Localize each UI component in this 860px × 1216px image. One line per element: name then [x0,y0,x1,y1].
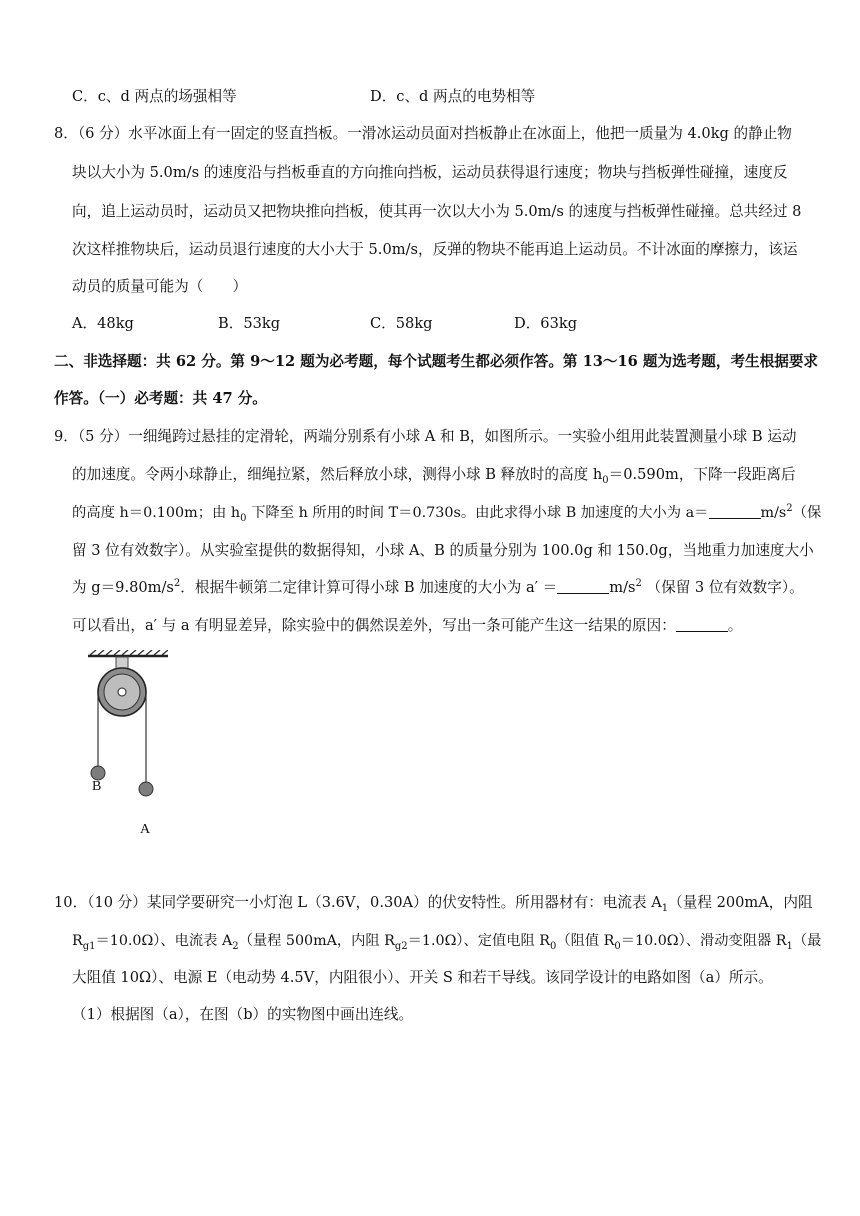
ceiling-hatch [90,650,168,655]
q7-option-d: D．c、d 两点的电势相等 [370,88,536,105]
q9-line-2: 的加速度。令两小球静止，细绳拉紧，然后释放小球，测得小球 B 释放时的高度 $h_0=0.590m$，下降一段距离后 [72,466,796,486]
ball-a [139,782,153,796]
pulley-diagram [88,650,168,840]
q8-option-c: C．58kg [370,315,433,332]
q8-option-b: B．53kg [218,315,281,332]
pulley-figure [88,650,168,840]
q8-line-1: 8．（6 分）水平冰面上有一固定的竖直挡板。一滑冰运动员面对挡板静止在冰面上，他把一质量为 4.0kg 的静止物 [54,125,792,142]
section-2-heading-line-2: 作答。（一）必考题：共 47 分。 [54,390,267,407]
q9-line-6: 可以看出，a′ 与 a 有明显差异，除实验中的偶然误差外，写出一条可能产生这一结果的原因： 。 [72,617,743,634]
q10-line-1: 10．（10 分）某同学要研究一小灯泡 L（3.6V，0.30A）的伏安特性。所用器材有：电流表 $A_1$（量程 200mA，内阻 [54,894,813,914]
q7-option-c: C．c、d 两点的场强相等 [72,88,237,105]
q8-line-5: 动员的质量可能为（ ） [72,278,248,295]
answer-blank-a[interactable] [709,504,761,519]
ball-a-label: A [140,822,151,837]
q8-line-2: 块以大小为 5.0m/s 的速度沿与挡板垂直的方向推向挡板，运动员获得退行速度；物块与挡板弹性碰撞，速度反 [72,164,788,181]
q9-line-5: 为 $g=9.80m/s^2$．根据牛顿第二定律计算可得小球 B 加速度的大小为 $a' = m/s^2$ （保留 3 位有效数字）。 [72,578,804,596]
q8-option-d: D．63kg [514,315,578,332]
answer-blank-reason[interactable] [676,617,728,632]
q10-line-3: 大阻值 10Ω）、电源 E（电动势 4.5V，内阻很小）、开关 S 和若干导线。该同学设计的电路如图（a）所示。 [72,969,773,986]
q8-line-3: 向，追上运动员时，运动员又把物块推向挡板，使其再一次以大小为 5.0m/s 的速度与挡板弹性碰撞。总共经过 8 [72,203,802,220]
q8-line-4: 次这样推物块后，运动员退行速度的大小大于 5.0m/s，反弹的物块不能再追上运动员。不计冰面的摩擦力，该运 [72,241,798,258]
ball-b [91,766,105,780]
q8-option-a: A．48kg [72,315,134,332]
q9-line-4: 留 3 位有效数字）。从实验室提供的数据得知，小球 A、B 的质量分别为 100.0g 和 150.0g，当地重力加速度大小 [72,542,814,559]
section-2-heading-line-1: 二、非选择题：共 62 分。第 9～12 题为必考题，每个试题考生都必须作答。第 13～16 题为选考题，考生根据要求 [54,353,819,370]
q10-line-4: （1）根据图（a），在图（b）的实物图中画出连线。 [72,1006,414,1023]
pulley-axle [118,688,126,696]
ball-b-label: B [92,779,102,794]
q9-line-1: 9．（5 分）一细绳跨过悬挂的定滑轮，两端分别系有小球 A 和 B，如图所示。一实验小组用此装置测量小球 B 运动 [54,428,797,445]
q9-line-3: 的高度 h＝0.100m；由 $h_0$ 下降至 h 所用的时间 T＝0.730s。由此求得小球 B 加速度的大小为 $a= m/s^2$（保 [72,503,822,524]
answer-blank-a-prime[interactable] [557,579,609,594]
q10-line-2: $R_{g1}=10.0\Omega$）、电流表 $A_2$（量程 500mA，内阻 $R_{g2}=1.0\Omega$）、定值电阻 $R_0$（阻值 $R_0=10.0\Omega$）、滑动变阻器 $R_1$（最 [72,933,822,952]
